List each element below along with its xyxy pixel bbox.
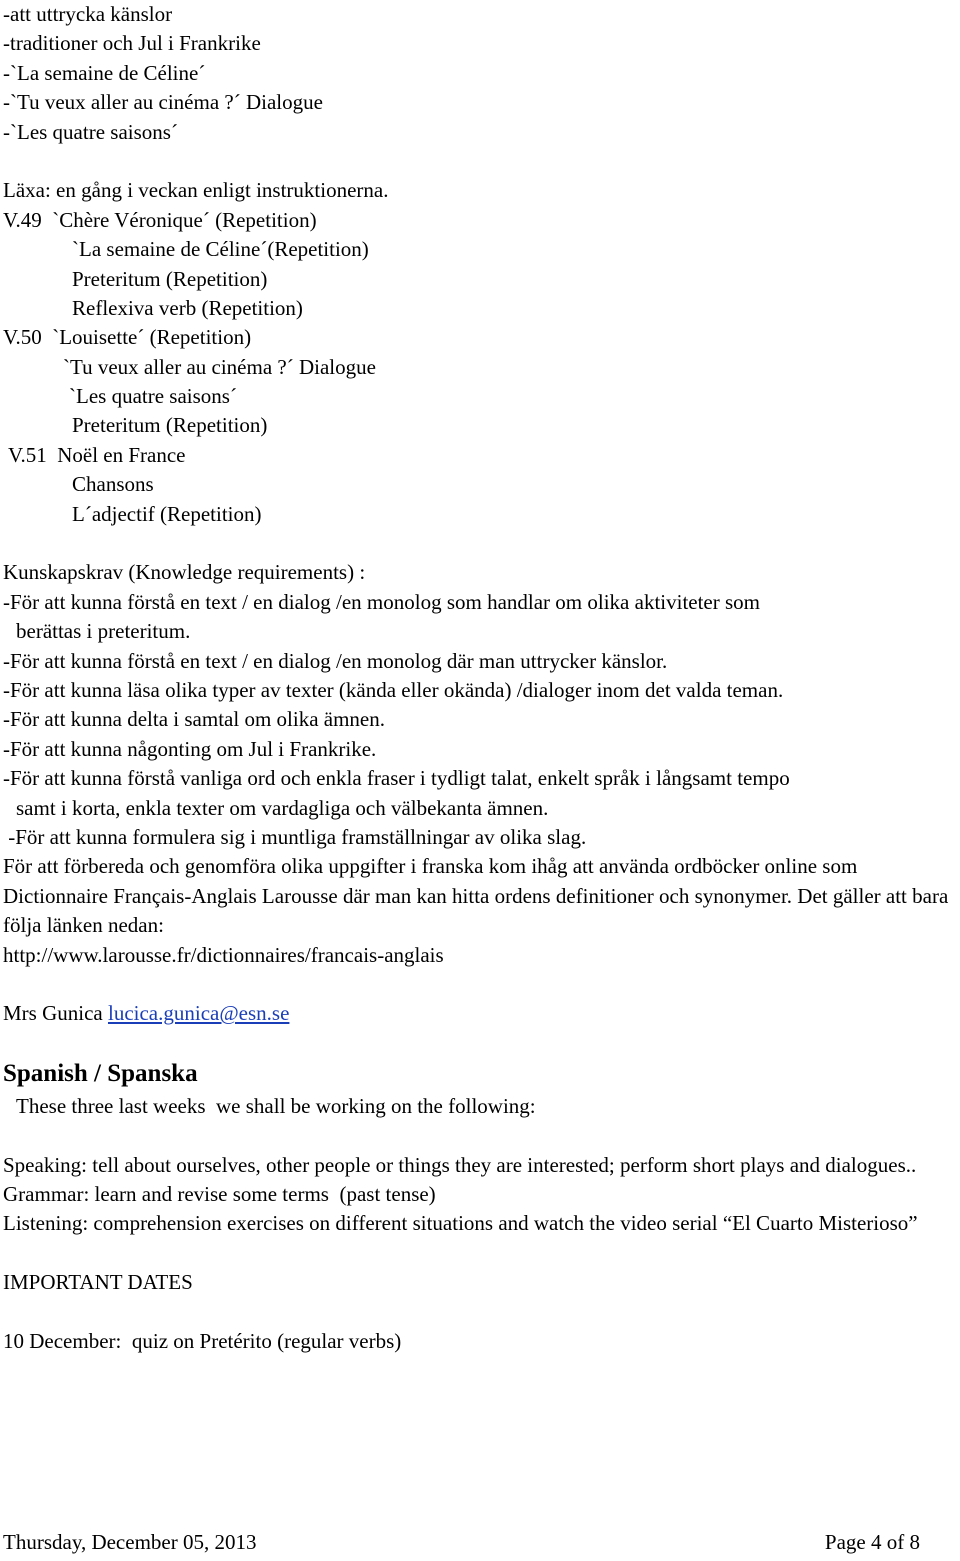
week-item: `La semaine de Céline´(Repetition)	[72, 237, 369, 262]
knowledge-item: -För att kunna någonting om Jul i Frankrike.	[3, 736, 377, 761]
week-label: V.49	[3, 207, 42, 232]
knowledge-item: -För att kunna delta i samtal om olika ämnen.	[3, 707, 385, 732]
topic-item: -`La semaine de Céline´	[3, 60, 206, 85]
spacer	[3, 1297, 953, 1326]
spacer	[3, 1121, 953, 1150]
topic-item: -`Les quatre saisons´	[3, 119, 178, 144]
knowledge-item: -För att kunna förstå en text / en dialog /en monolog som handlar om olika aktiviteter som	[3, 589, 761, 614]
knowledge-item: -För att kunna läsa olika typer av texter (kända eller okända) /dialoger inom det valda teman.	[3, 677, 784, 702]
knowledge-item: -För att kunna förstå vanliga ord och enkla fraser i tydligt talat, enkelt språk i långsamt tempo	[3, 766, 790, 791]
week-item: Preteritum (Repetition)	[72, 413, 268, 438]
week-51-line	[3, 441, 953, 470]
knowledge-requirements	[3, 558, 953, 970]
week-item: `Tu veux aller au cinéma ?´ Dialogue	[63, 354, 376, 379]
week-label: V.51	[8, 442, 47, 467]
teacher-name: Mrs Gunica	[3, 1001, 103, 1026]
week-item: `Louisette´ (Repetition)	[52, 325, 252, 350]
spacer	[3, 529, 953, 558]
week-plan	[3, 206, 953, 529]
spacer	[3, 147, 953, 176]
knowledge-item-continued: berättas i preteritum.	[16, 619, 191, 644]
dictionary-note: För att förbereda och genomföra olika uppgifter i franska kom ihåg att använda ordböcker online som Dictionnaire Français-Anglais Larousse där man kan hitta ordens definitioner och synonymer. Det gäller att bara följa länken nedan:	[3, 854, 949, 938]
topic-item: -att uttrycka känslor	[3, 2, 173, 26]
spanish-section	[3, 1057, 953, 1357]
teacher-line	[3, 999, 953, 1028]
knowledge-item: -För att kunna förstå en text / en dialog /en monolog där man uttrycker känslor.	[3, 648, 668, 673]
grammar-line: Grammar: learn and revise some terms (past tense)	[3, 1181, 436, 1206]
document-page	[3, 0, 953, 1356]
week-item: `Chère Véronique´ (Repetition)	[52, 207, 317, 232]
important-date-item: 10 December: quiz on Pretérito (regular verbs)	[3, 1328, 402, 1353]
week-item: Noël en France	[57, 442, 186, 467]
spacer	[3, 970, 953, 999]
teacher-email-link[interactable]: lucica.gunica@esn.se	[107, 1001, 290, 1026]
spacer	[3, 1029, 953, 1051]
week-item: Reflexiva verb (Repetition)	[72, 295, 303, 320]
listening-paragraph: Listening: comprehension exercises on different situations and watch the video serial “El Cuarto Misterioso”	[3, 1211, 918, 1236]
homework-line: Läxa: en gång i veckan enligt instruktionerna.	[3, 178, 389, 203]
topic-item: -`Tu veux aller au cinéma ?´ Dialogue	[3, 90, 323, 115]
topic-item: -traditioner och Jul i Frankrike	[3, 31, 261, 56]
week-item: Preteritum (Repetition)	[72, 266, 268, 291]
knowledge-item: -För att kunna formulera sig i muntliga framställningar av olika slag.	[3, 824, 587, 849]
week-item: `Les quatre saisons´	[69, 384, 237, 409]
dictionary-link[interactable]: http://www.larousse.fr/dictionnaires/francais-anglais	[3, 942, 444, 967]
speaking-paragraph: Speaking: tell about ourselves, other people or things they are interested; perform short plays and dialogues..	[3, 1152, 917, 1177]
week-label: V.50	[3, 325, 42, 350]
week-item: L´adjectif (Repetition)	[72, 501, 262, 526]
knowledge-item-continued: samt i korta, enkla texter om vardagliga och välbekanta ämnen.	[16, 795, 549, 820]
spacer	[3, 1239, 953, 1268]
spanish-intro: These three last weeks we shall be working on the following:	[16, 1093, 536, 1118]
knowledge-heading: Kunskapskrav (Knowledge requirements) :	[3, 560, 366, 585]
footer-page-number: Page 4 of 8	[824, 1530, 920, 1554]
page-footer	[3, 1528, 920, 1557]
important-dates-heading: IMPORTANT DATES	[3, 1270, 193, 1295]
week-50-line	[3, 323, 953, 352]
topic-list	[3, 0, 953, 147]
week-item: Chansons	[72, 472, 154, 497]
spanish-heading: Spanish / Spanska	[3, 1059, 198, 1087]
week-49-line	[3, 206, 953, 235]
footer-date: Thursday, December 05, 2013	[3, 1530, 257, 1554]
